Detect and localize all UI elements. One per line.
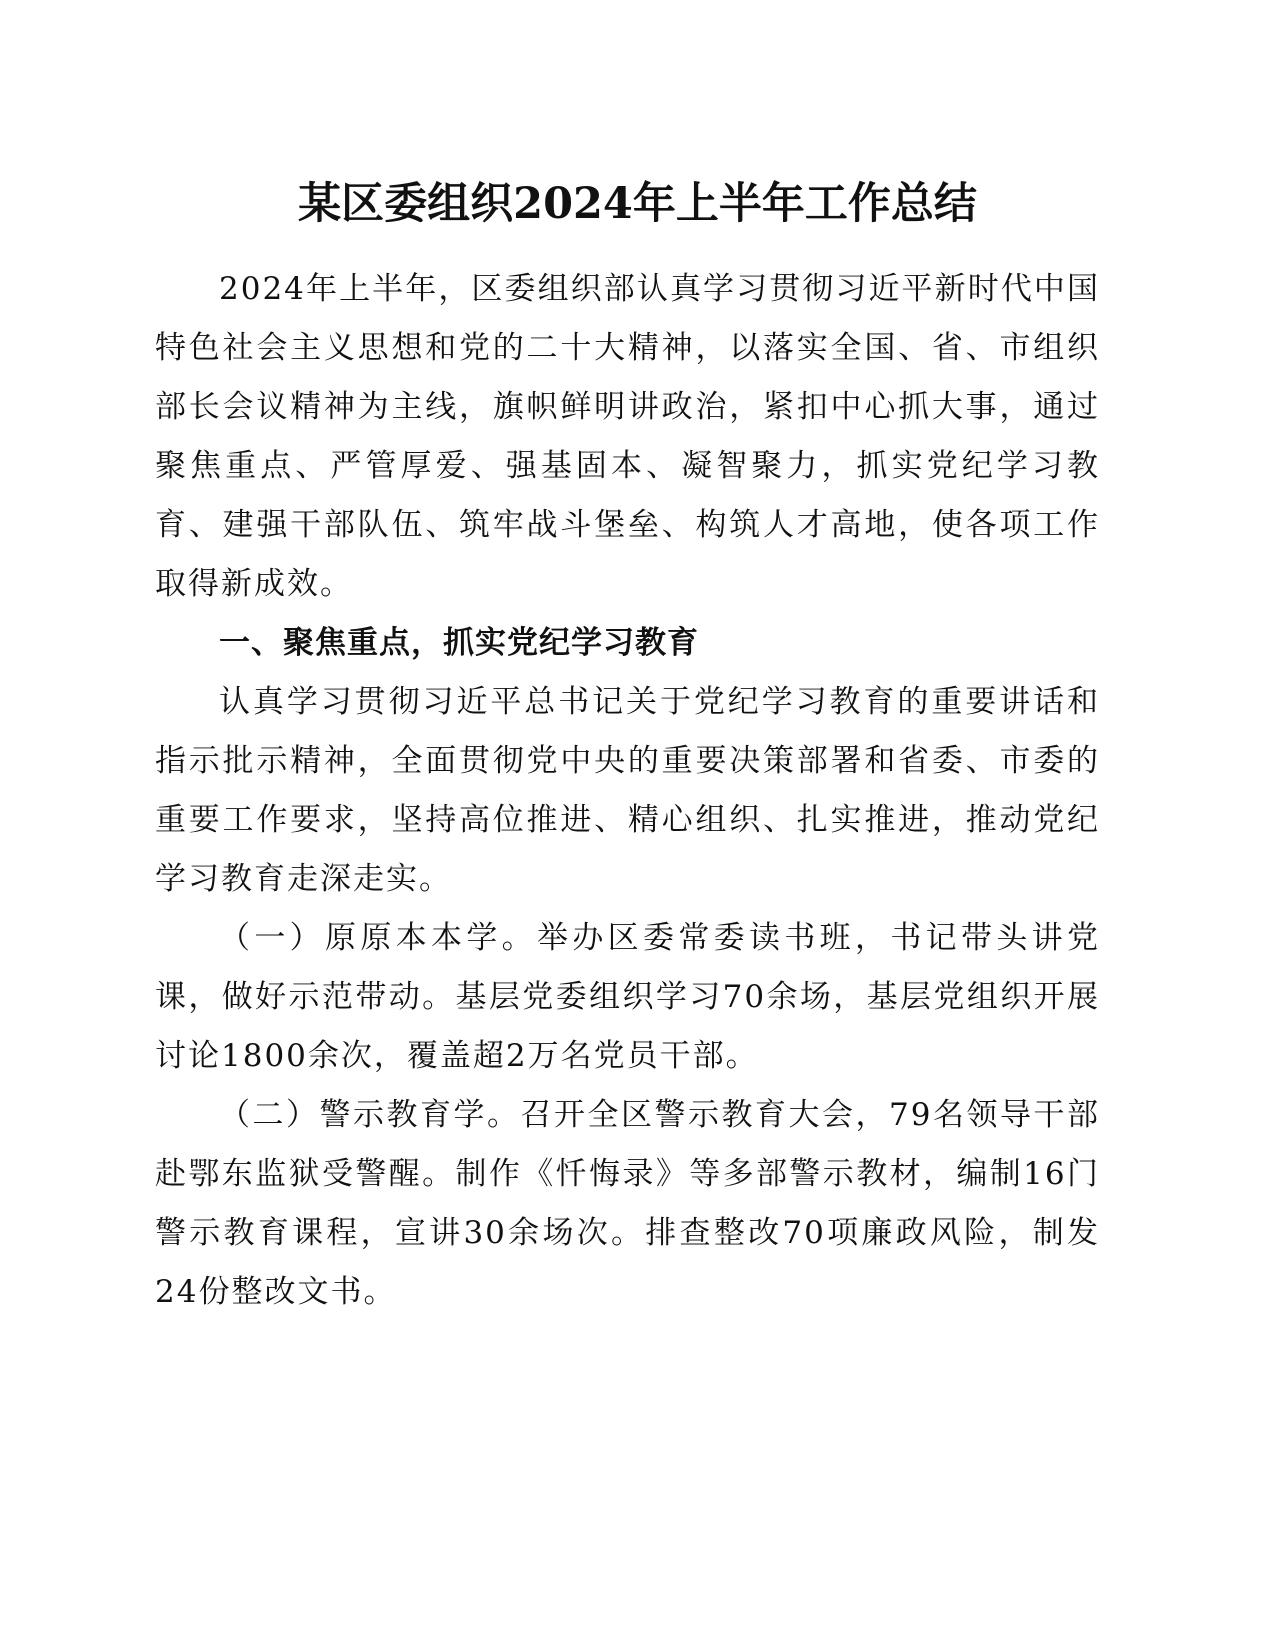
intro-paragraph: 2024年上半年，区委组织部认真学习贯彻习近平新时代中国特色社会主义思想和党的二十大精神，以落实全国、省、市组织部长会议精神为主线，旗帜鲜明讲政治，紧扣中心抓大事，通过聚焦重点、严管厚爱、强基固本、凝智聚力，抓实党纪学习教育、建强干部队伍、筑牢战斗堡垒、构筑人才高地，使各项工作取得新成效。 — [155, 271, 1100, 602]
item-1-paragraph: （一）原原本本学。举办区委常委读书班，书记带头讲党课，做好示范带动。基层党委组织学习70余场，基层党组织开展讨论1800余次，覆盖超2万名党员干部。 — [155, 920, 1100, 1074]
document-title: 某区委组织2024年上半年工作总结 — [298, 179, 977, 229]
section-heading-1: 一、聚焦重点，抓实党纪学习教育 — [219, 625, 699, 661]
section-1-intro-paragraph: 认真学习贯彻习近平总书记关于党纪学习教育的重要讲话和指示批示精神，全面贯彻党中央的重要决策部署和省委、市委的重要工作要求，坚持高位推进、精心组织、扎实推进，推动党纪学习教育走深走实。 — [155, 684, 1100, 897]
document-body — [155, 260, 1100, 1322]
item-2-paragraph: （二）警示教育学。召开全区警示教育大会，79名领导干部赴鄂东监狱受警醒。制作《忏悔录》等多部警示教材，编制16门警示教育课程，宣讲30余场次。排查整改70项廉政风险，制发24份整改文书。 — [155, 1097, 1100, 1310]
